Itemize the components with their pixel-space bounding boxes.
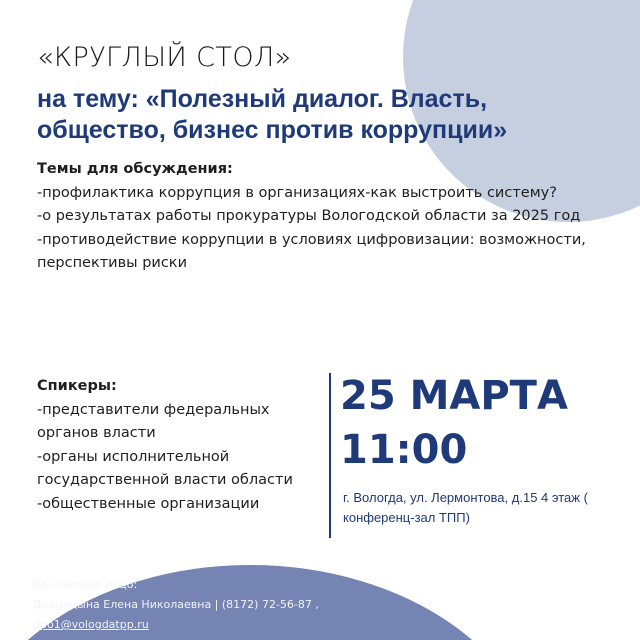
- contact-section: [33, 575, 373, 635]
- speaker-item: -органы исполнительной государственной власти области: [37, 448, 293, 488]
- event-title: «КРУГЛЫЙ СТОЛ»: [37, 42, 292, 73]
- topic-item: -противодействие коррупции в условиях цифровизации: возможности, перспективы риски: [37, 231, 586, 271]
- speakers-section: [37, 375, 327, 516]
- topic-item: -профилактика коррупция в организациях-как выстроить систему?: [37, 184, 557, 201]
- topics-section: [37, 158, 597, 276]
- event-subtitle: на тему: «Полезный диалог. Власть, общество, бизнес против коррупции»: [37, 85, 508, 144]
- speaker-item: -общественные организации: [37, 495, 260, 512]
- topics-heading: Темы для обсуждения:: [37, 161, 233, 177]
- speakers-heading: Спикеры:: [37, 378, 117, 394]
- event-address: г. Вологда, ул. Лермонтова, д.15 4 этаж ( конференц-зал ТПП): [343, 490, 588, 525]
- contact-label: Контактное лицо:: [33, 578, 138, 591]
- speaker-item: -представители федеральных органов власти: [37, 401, 270, 441]
- vertical-divider: [329, 373, 331, 538]
- contact-email-link[interactable]: dpo1@vologdatpp.ru: [33, 618, 149, 631]
- event-time: 11:00: [340, 427, 468, 473]
- contact-person: Драницына Елена Николаевна | (8172) 72-56-87 ,: [33, 598, 319, 611]
- event-date: 25 МАРТА: [340, 373, 568, 419]
- topic-item: -о результатах работы прокуратуры Вологодской области за 2025 год: [37, 208, 581, 224]
